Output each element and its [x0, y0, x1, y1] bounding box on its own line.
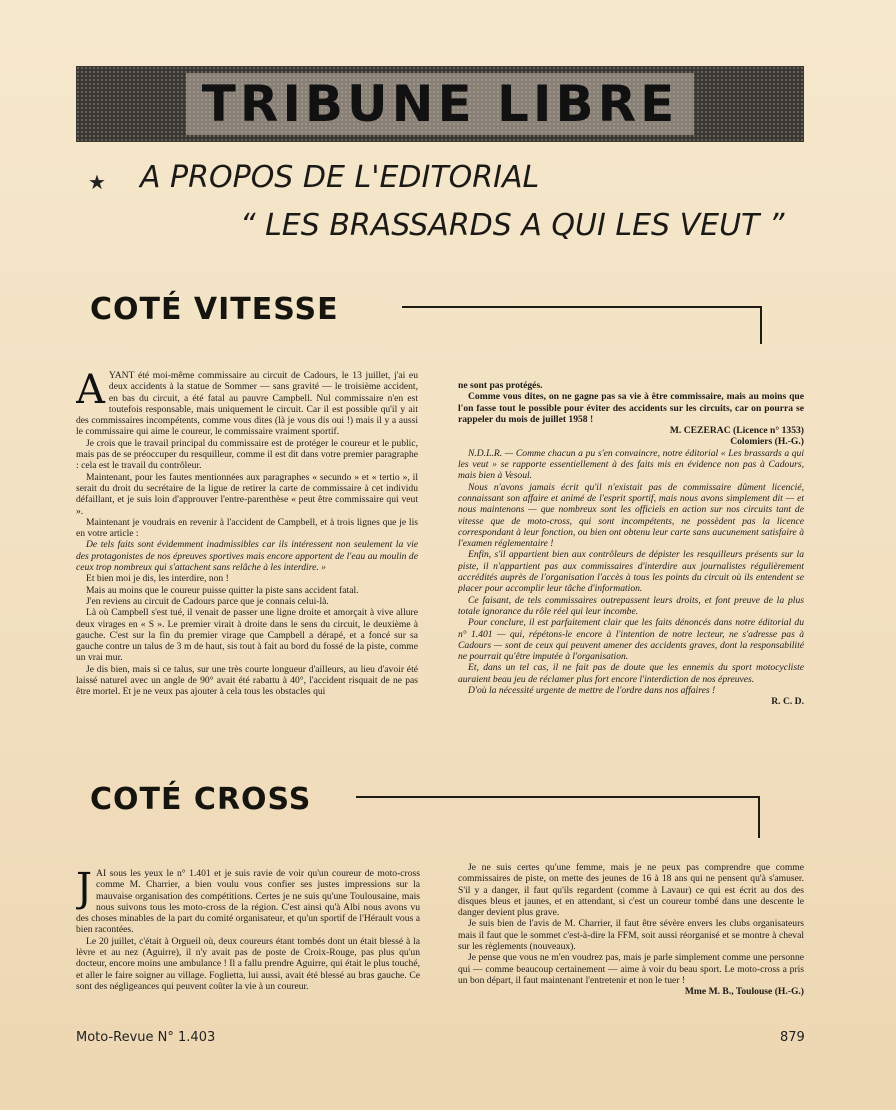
paragraph: Je dis bien, mais si ce talus, sur une très courte longueur d'ailleurs, au lieu d'avoir été laissé naturel avec un angle de 90° avait été rabattu à 40°, l'accident risquait de ne pas être mortel. Et je ne veux pas ajouter à cela tous les obstacles qui [76, 663, 418, 698]
paragraph: ne sont pas protégés. [458, 380, 543, 391]
vitesse-right-column [458, 380, 804, 752]
heading-rule [356, 796, 760, 798]
footer-magazine-issue: Moto-Revue N° 1.403 [76, 1030, 216, 1045]
paragraph: Comme vous dites, on ne gagne pas sa vie à être commissaire, mais au moins que l'on fasse tout le possible pour éviter des accidents sur les circuits, car on pourra se rappeler du mois de juillet 1958 ! [458, 391, 804, 425]
heading-rule-drop [758, 796, 760, 838]
ndlr-paragraph: Et, dans un tel cas, il ne fait pas de doute que les ennemis du sport motocycliste auraient beau jeu de réclamer plus fort encore l'interdiction de nos épreuves. [458, 662, 804, 685]
paragraph: J'en reviens au circuit de Cadours parce que je connais celui-là. [86, 595, 329, 607]
paragraph: Mais au moins que le coureur puisse quitter la piste sans accident fatal. [86, 584, 359, 596]
heading-rule-drop [760, 306, 762, 344]
paragraph: AI sous les yeux le n° 1.401 et je suis ravie de voir qu'un coureur de moto-cross comme M. Charrier, a bien voulu vous confier ses justes impressions sur la mauvaise organisation des compétitions. Certes je ne suis qu'une Toulousaine, mais nous suivons tous les moto-cross de la région. C'est ainsi qu'à Albi nous avons vu des choses minables de la part du comité organisateur, et qu'un sportif de l'Hérault vous a bien racontées. [76, 868, 420, 936]
paragraph: Là où Campbell s'est tué, il venait de passer une ligne droite et amorçait à vive allure deux virages en « S ». Le premier virait à droite dans le sens du circuit, le deuxième à gauche. C'est sur la fin du premier virage que Campbell a dérapé, et a foncé sur sa gauche contre un talus de 3 m de haut, sis tout à fait au bord du fossé de la piste, comme un vrai mur. [76, 607, 418, 664]
footer-page-number: 879 [780, 1030, 805, 1045]
ndlr-paragraph: Pour conclure, il est parfaitement clair que les faits dénoncés dans notre éditorial du n° 1.401 — qui, répétons-le encore à l'intention de notre lecteur, ne s'adresse pas à Cadours — sont de ceux qui peuvent amener des accidents graves, dont la responsabilité ne pourrait qu'être imputée à l'organisation. [458, 617, 804, 663]
signature-place: Colomiers (H.-G.) [730, 436, 804, 448]
ndlr-paragraph: N.D.L.R. — Comme chacun a pu s'en convaincre, notre éditorial « Les brassards a qui les veut » se rapporte essentiellement à des faits mis en évidence non pas à Cadours, mais bien à Vesoul. [458, 447, 804, 482]
section-heading-vitesse: COTÉ VITESSE [90, 292, 339, 327]
banner [76, 66, 804, 142]
paragraph: Le 20 juillet, c'était à Orgueil où, deux coureurs étant tombés dont un était blessé à la lèvre et au nez (Aguirre), il n'y avait pas de poste de Croix-Rouge, pas plus qu'un docteur, encore moins une ambulance ! Il a fallu prendre Aguirre, qui était le plus touché, et aller le faire soigner au village. Foglietta, lui aussi, avait été blessé au bras gauche. Ce sont des négligeances qui peuvent coûter la vie à un coureur. [76, 935, 420, 992]
vitesse-left-column [76, 370, 418, 740]
section-heading-cross: COTÉ CROSS [90, 782, 312, 817]
ndlr-paragraph: Enfin, s'il appartient bien aux contrôleurs de dépister les resquilleurs présents sur la piste, il n'appartient pas aux commissaires d'interdire aux journalistes régulièrement accrédités auprès de l'organisation l'accès à tous les points du circuit où ils entendent se placer pour accomplir leur tâche d'information. [458, 549, 804, 595]
banner-title: TRIBUNE LIBRE [186, 73, 695, 135]
paragraph: Je suis bien de l'avis de M. Charrier, il faut être sévère envers les clubs organisateurs mais il faut que le sommet c'est-à-dire la FFM, soit aussi réorganisé et se montre à cheval sur les règlements (nouveaux). [458, 918, 804, 953]
signature: M. CEZERAC (Licence n° 1353) [669, 425, 804, 437]
cross-right-column [458, 862, 804, 1018]
subtitle-line-2: “ LES BRASSARDS A QUI LES VEUT ” [240, 208, 785, 243]
paragraph: Je ne suis certes qu'une femme, mais je ne peux pas comprendre que comme commissaires de piste, on mette des jeunes de 16 à 18 ans qui ne pensent qu'à s'amuser. S'il y a danger, il faut qu'ils regardent (comme à Lavaur) ce qui est écrit au dos des disques bleus et jaunes, et en attendant, si c'est un coureur tombé dans une descente le danger devient plus grave. [458, 862, 804, 919]
ndlr-paragraph: D'où la nécessité urgente de mettre de l'ordre dans nos affaires ! [468, 685, 716, 697]
paragraph: Je crois que le travail principal du commissaire est de protéger le coureur et le public, mais pas de se préoccuper du resquilleur, comme il est dit dans votre premier paragraphe : cela est le travail du contrôleur. [76, 437, 418, 472]
paragraph: Et bien moi je dis, les interdire, non ! [86, 573, 229, 585]
signature: Mme M. B., Toulouse (H.-G.) [684, 986, 804, 998]
heading-rule [402, 306, 762, 308]
paragraph: Maintenant, pour les fautes mentionnées aux paragraphes « secundo » et « tertio », il serait du droit du secrétaire de la ligue de retirer la carte de commissaire à cet individu défaillant, et je suis loin d'approuver l'entre-parenthèse « peut être commissaire qui veut ». [76, 471, 418, 517]
dropcap: J [76, 868, 93, 911]
signature: R. C. D. [771, 696, 804, 708]
paragraph: Maintenant je voudrais en revenir à l'accident de Campbell, et à trois lignes que je lis en votre article : [76, 516, 418, 540]
dropcap: A [76, 370, 105, 413]
star-icon: ★ [88, 170, 106, 194]
subtitle-line-1: A PROPOS DE L'EDITORIAL [140, 160, 540, 195]
cross-left-column [76, 868, 420, 1018]
quote-paragraph: De tels faits sont évidemment inadmissibles car ils intéressent non seulement la vie des protagonistes de nos épreuves sportives mais encore apportent de l'eau au moulin de ceux trop nombreux qui s'attachent sans relâche à les interdire. » [76, 539, 418, 574]
paragraph: YANT été moi-même commissaire au circuit de Cadours, le 13 juillet, j'ai eu deux accidents à la statue de Sommer — sans gravité — le troisième accident, en bas du circuit, a été fatal au pauvre Campbell. Nul commissaire n'en est toutefois responsable, mais uniquement le circuit. Car il est possible qu'il y ait des commissaires incompétents, comme vous dites (là je vous dis oui !) mais il y a aussi le commissaire qui aime le coureur, le commissaire vraiment sportif. [76, 370, 418, 438]
ndlr-paragraph: Nous n'avons jamais écrit qu'il n'existait pas de commissaire dûment licencié, connaissant son affaire et animé de l'esprit sportif, mais nous avons simplement dit — et nous maintenons — que nombreux sont les officiels en action sur nos circuits tant de vitesse que de moto-cross, qui sont incompétents, ne possèdent pas la licence correspondant à leur fonction, ou bien ont obtenu leur carte sans aucunement satisfaire à l'examen réglementaire ! [458, 481, 804, 550]
paragraph: Je pense que vous ne m'en voudrez pas, mais je parle simplement comme une personne qui — comme beaucoup certainement — aime à voir du beau sport. Le moto-cross a pris un bon départ, il faut maintenant l'entretenir et non le tuer ! [458, 952, 804, 986]
ndlr-paragraph: Ce faisant, de tels commissaires outrepassent leurs droits, et font preuve de la plus totale ignorance du rôle réel qui leur incombe. [458, 594, 804, 617]
